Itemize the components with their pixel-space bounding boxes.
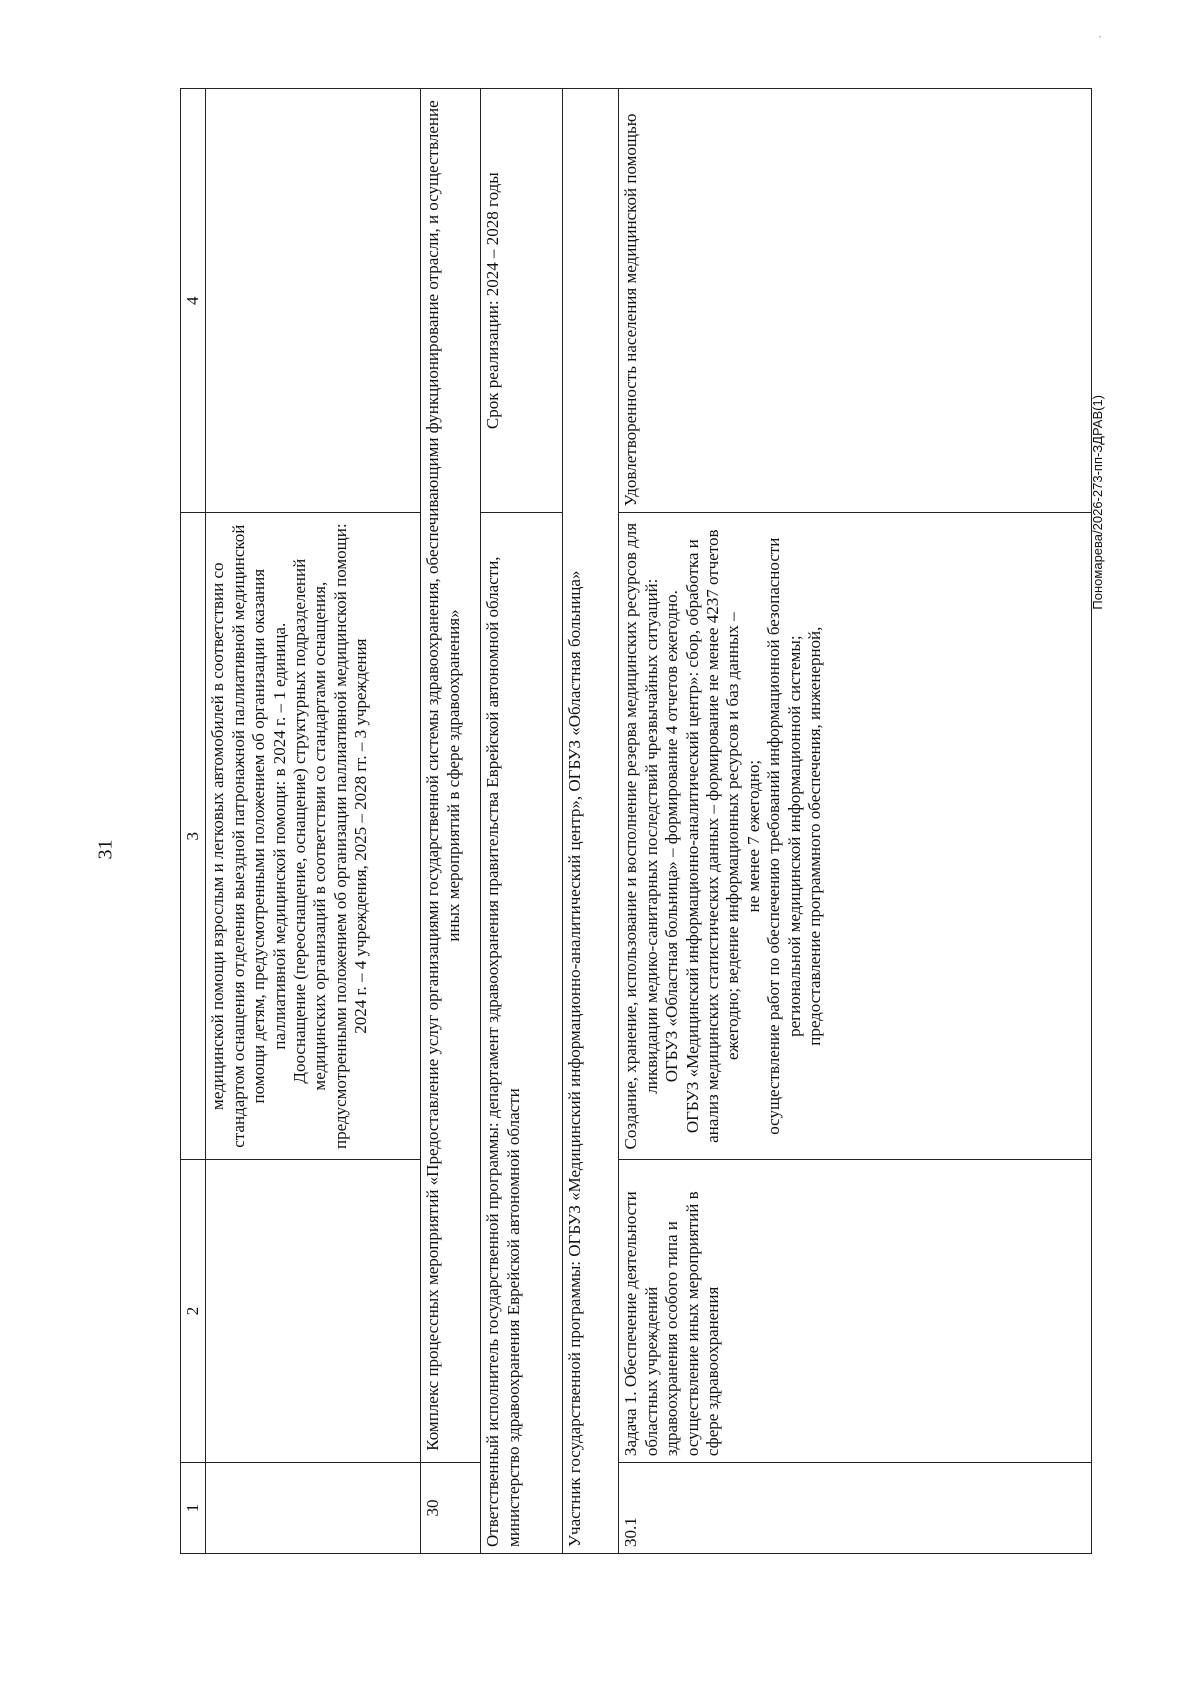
- row-30-1-result-4: не менее 7 ежегодно;: [743, 759, 763, 913]
- continuation-text-1: медицинской помощи взрослым и легковых автомобилей в соответствии со стандартом оснащения отделения выездной патронажной паллиативной медицинской помощи детям, предусмотренными положением об организации оказания паллиативной медицинской помощи: в 2024 г. – 1 единица.: [208, 524, 289, 1148]
- row-30-1-indicator: Удовлетворенность населения медицинской помощью: [619, 89, 1092, 513]
- row-30-1: [619, 89, 1092, 1554]
- row-30-1-result-2: ОГБУЗ «Областная больница» – формирование 4 отчетов ежегодно.: [662, 590, 682, 1083]
- continuation-row: [206, 89, 421, 1554]
- header-col-2: 2: [181, 1159, 206, 1462]
- continuation-result-cell: [206, 513, 421, 1160]
- continuation-indicator-cell: [206, 89, 421, 513]
- participant-row: [563, 89, 619, 1554]
- continuation-task-cell: [206, 1159, 421, 1462]
- row-30: [421, 89, 481, 1554]
- row-30-title: Комплекс процессных мероприятий «Предоставление услуг организациями государственной системы здравоохранения, обеспечивающими функционирование отрасли, и осуществление иных мероприятий в сфере здравоохранения»: [421, 89, 481, 1463]
- program-table: [180, 88, 1092, 1554]
- row-30-num: 30: [421, 1463, 481, 1554]
- rotated-table-wrapper: [180, 88, 1092, 1554]
- header-col-1: 1: [181, 1463, 206, 1554]
- row-30-1-num: 30.1: [619, 1463, 1092, 1554]
- row-30-1-result-3: ОГБУЗ «Медицинский информационно-аналитический центр»: сбор, обработка и анализ медицинских статистических данных – формирование не менее 4237 отчетов ежегодно; ведение информационных ресурсов и баз данных –: [682, 529, 743, 1143]
- header-col-4: 4: [181, 89, 206, 513]
- row-30-1-result-6: предоставление программного обеспечения, инженерной,: [804, 626, 824, 1046]
- continuation-num-cell: [206, 1463, 421, 1554]
- page-number: 31: [94, 839, 117, 860]
- responsible-row: [481, 89, 563, 1554]
- header-row: [181, 89, 206, 1554]
- footer-text: Пономарева/2026-273-пп-ЗДРАВ(1): [1090, 395, 1105, 610]
- row-30-1-result: [619, 513, 1092, 1160]
- header-col-3: 3: [181, 513, 206, 1160]
- scan-artifact: ·: [1098, 30, 1102, 44]
- responsible-term: Срок реализации: 2024 – 2028 годы: [481, 89, 563, 513]
- row-30-1-task: Задача 1. Обеспечение деятельности областных учреждений здравоохранения особого типа и осуществление иных мероприятий в сфере здравоохранения: [619, 1159, 1092, 1462]
- participant-text: Участник государственной программы: ОГБУЗ «Медицинский информационно-аналитический центр», ОГБУЗ «Областная больница»: [563, 89, 619, 1554]
- continuation-text-3: 2024 г. – 4 учреждения, 2025 – 2028 гг. – 3 учреждения: [351, 638, 371, 1034]
- responsible-text: Ответственный исполнитель государственной программы: департамент здравоохранения правительства Еврейской автономной области, министерство здравоохранения Еврейской автономной области: [481, 513, 563, 1554]
- continuation-text-2: Дооснащение (переоснащение, оснащение) структурных подразделений медицинских организаций в соответствии со стандартами оснащения, предусмотренными положением об организации паллиативной медицинской помощи:: [289, 523, 350, 1149]
- row-30-1-result-1: Создание, хранение, использование и восполнение резерва медицинских ресурсов для ликвидации медико-санитарных последствий чрезвычайных ситуаций:: [621, 522, 661, 1150]
- row-30-1-result-5: осуществление работ по обеспечению требований информационной безопасности региональной медицинской информационной системы;: [764, 537, 804, 1135]
